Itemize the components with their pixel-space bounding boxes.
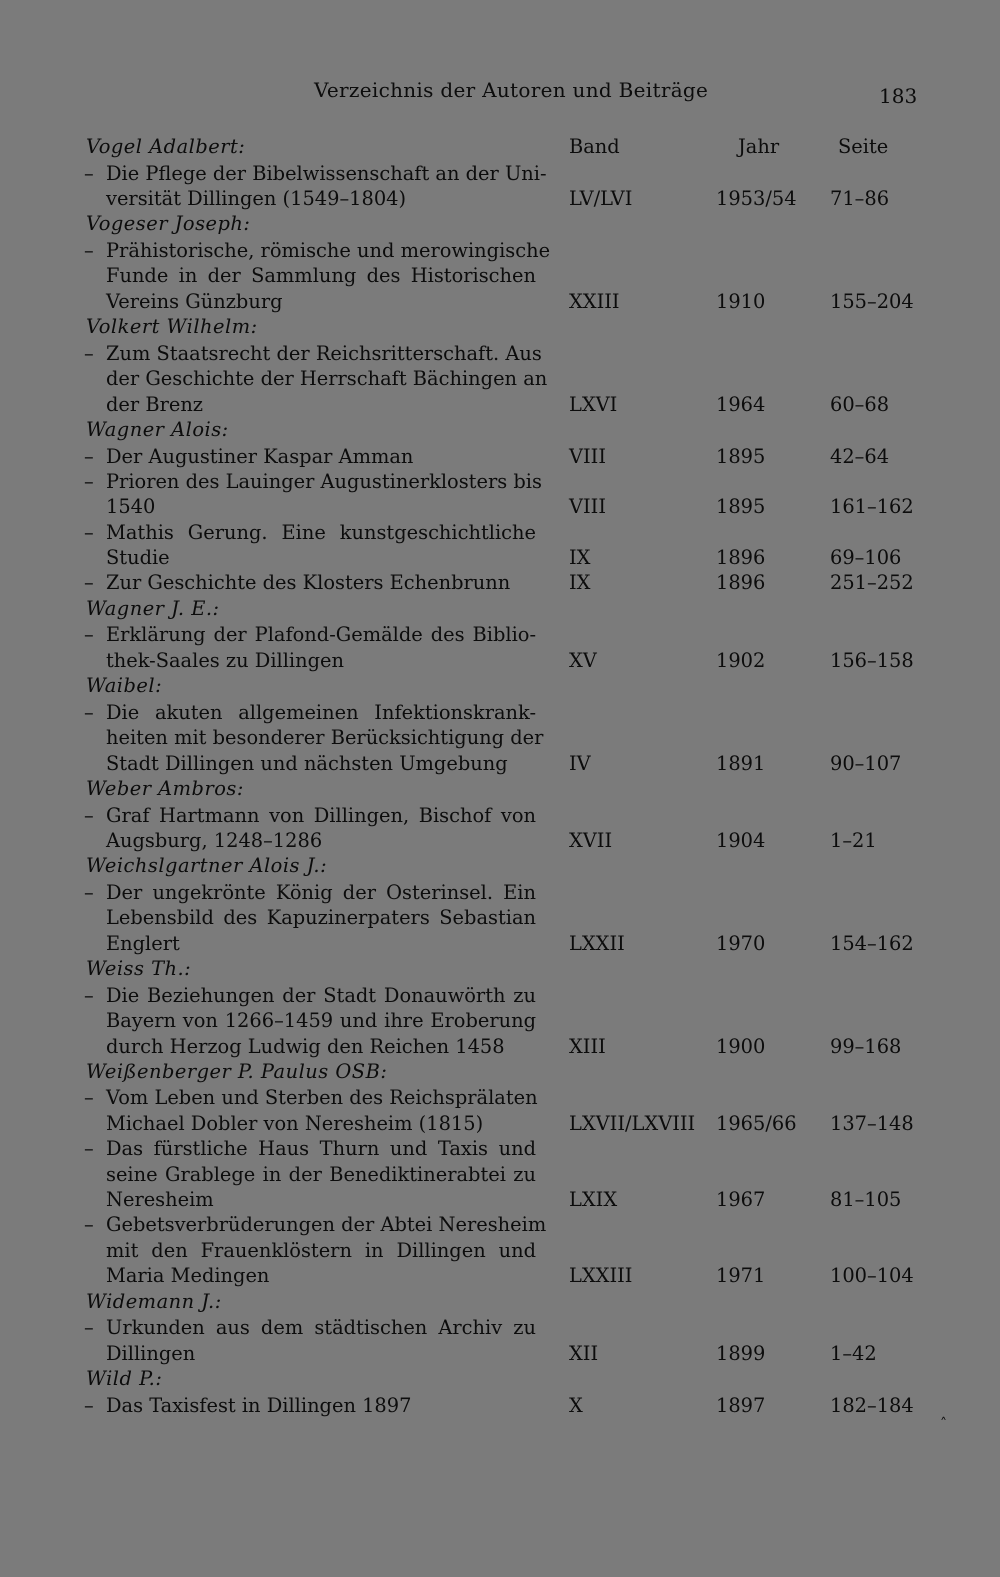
running-title: Verzeichnis der Autoren und Beiträge — [314, 78, 709, 102]
entry-line — [80, 238, 920, 263]
entry-title-line: der Geschichte der Herrschaft Bächingen an — [106, 367, 548, 391]
author-heading — [80, 956, 920, 983]
entry-jahr: 1896 — [716, 571, 766, 595]
author-block — [80, 853, 920, 956]
entry-jahr: 1970 — [716, 931, 766, 955]
entry-seite: 60–68 — [830, 392, 890, 416]
entry-dash: – — [84, 469, 94, 493]
entry-line — [80, 1085, 920, 1110]
entry-seite: 42–64 — [830, 444, 890, 468]
entry-seite: 99–168 — [830, 1034, 902, 1058]
entry-title-line: der Brenz — [106, 392, 204, 416]
entry-title-line: Lebensbild des Kapuzinerpaters Sebastian — [106, 906, 536, 930]
entry-seite: 154–162 — [830, 931, 914, 955]
entry-line — [80, 931, 920, 956]
entry-band: LXXIII — [569, 1264, 633, 1288]
entry-line — [80, 520, 920, 545]
entry-line — [80, 1187, 920, 1212]
entry-jahr: 1971 — [716, 1264, 766, 1288]
entry-seite: 161–162 — [830, 495, 914, 519]
entry-title-line: Mathis Gerung. Eine kunstgeschichtliche — [106, 520, 536, 544]
running-head — [0, 78, 1000, 108]
author-block — [80, 211, 920, 314]
entry-jahr: 1953/54 — [716, 186, 797, 210]
author-name: Weißenberger P. Paulus OSB: — [86, 1059, 388, 1083]
entry-title-line: Maria Medingen — [106, 1264, 270, 1288]
entry-dash: – — [84, 983, 94, 1007]
entry-line — [80, 1341, 920, 1366]
entry-seite: 155–204 — [830, 289, 914, 313]
entry-line — [80, 1034, 920, 1059]
entry-jahr: 1895 — [716, 444, 766, 468]
entry-title-line: thek-Saales zu Dillingen — [106, 648, 344, 672]
entry-line — [80, 1111, 920, 1136]
author-block — [80, 1059, 920, 1289]
entry-title-line: Vereins Günzburg — [106, 289, 283, 313]
entry-seite: 156–158 — [830, 648, 914, 672]
entry-seite: 1–42 — [830, 1341, 877, 1365]
entry-band: LXVI — [569, 392, 618, 416]
entry-title-line: Dillingen — [106, 1341, 196, 1365]
column-header-jahr: Jahr — [738, 135, 780, 158]
entry-seite: 100–104 — [830, 1264, 914, 1288]
entry-line — [80, 1315, 920, 1340]
entry-dash: – — [84, 1086, 94, 1110]
entry-seite: 81–105 — [830, 1188, 902, 1212]
entry-title-line: durch Herzog Ludwig den Reichen 1458 — [106, 1034, 505, 1058]
author-block — [80, 596, 920, 673]
entry-band: XIII — [569, 1034, 606, 1058]
entry-jahr: 1904 — [716, 828, 766, 852]
entry-line — [80, 545, 920, 570]
author-name: Weber Ambros: — [86, 776, 244, 800]
entry-title-line: Zur Geschichte des Klosters Echenbrunn — [106, 571, 511, 595]
entry-band: VIII — [569, 444, 606, 468]
entry-title-line: Funde in der Sammlung des Historischen — [106, 264, 536, 288]
entry-dash: – — [84, 341, 94, 365]
entry-band: XV — [569, 648, 597, 672]
author-name: Vogeser Joseph: — [86, 212, 251, 236]
author-heading — [80, 134, 920, 161]
entry-line — [80, 494, 920, 519]
entry-line — [80, 366, 920, 391]
entry-seite: 1–21 — [830, 828, 877, 852]
entry-jahr: 1897 — [716, 1393, 766, 1417]
entry-band: XII — [569, 1341, 599, 1365]
author-heading — [80, 776, 920, 803]
entry-title-line: Gebetsverbrüderungen der Abtei Neresheim — [106, 1213, 547, 1237]
author-name: Widemann J.: — [86, 1289, 222, 1313]
entry-title-line: Die akuten allgemeinen Infektionskrank- — [106, 700, 536, 724]
entry-band: IV — [569, 751, 591, 775]
entry-line — [80, 622, 920, 647]
entry-title-line: Englert — [106, 931, 180, 955]
entry-title-line: Die Beziehungen der Stadt Donauwörth zu — [106, 983, 536, 1007]
entry-seite: 137–148 — [830, 1111, 914, 1135]
entry-line — [80, 341, 920, 366]
entry-line — [80, 725, 920, 750]
entry-title-line: Erklärung der Plafond-Gemälde des Biblio- — [106, 623, 536, 647]
entry-line — [80, 1212, 920, 1237]
entry-band: XVII — [569, 828, 613, 852]
author-heading — [80, 314, 920, 341]
entry-title-line: Bayern von 1266–1459 und ihre Eroberung — [106, 1009, 536, 1033]
entry-line — [80, 1263, 920, 1288]
entry-dash: – — [84, 803, 94, 827]
entry-title-line: Das fürstliche Haus Thurn und Taxis und — [106, 1137, 536, 1161]
author-block — [80, 1366, 920, 1418]
entry-title-line: seine Grablege in der Benediktinerabtei zu — [106, 1162, 536, 1186]
entry-title-line: Stadt Dillingen und nächsten Umgebung — [106, 751, 508, 775]
entry-title-line: Neresheim — [106, 1188, 214, 1212]
entry-line — [80, 1238, 920, 1263]
entry-title-line: Studie — [106, 546, 170, 570]
author-name: Vogel Adalbert: — [86, 135, 246, 158]
author-name: Wagner Alois: — [86, 417, 229, 441]
author-heading — [80, 211, 920, 238]
entry-line — [80, 570, 920, 595]
author-index-list — [80, 134, 920, 1418]
entry-line — [80, 1393, 920, 1418]
author-block — [80, 776, 920, 853]
author-heading — [80, 596, 920, 623]
entry-line — [80, 1008, 920, 1033]
entry-line — [80, 289, 920, 314]
entry-line — [80, 161, 920, 186]
entry-dash: – — [84, 1137, 94, 1161]
entry-line — [80, 186, 920, 211]
entry-jahr: 1965/66 — [716, 1111, 797, 1135]
author-heading — [80, 853, 920, 880]
author-heading — [80, 417, 920, 444]
author-heading — [80, 673, 920, 700]
entry-title-line: mit den Frauenklöstern in Dillingen und — [106, 1238, 536, 1262]
entry-jahr: 1967 — [716, 1188, 766, 1212]
author-heading — [80, 1289, 920, 1316]
page-number: 183 — [879, 84, 918, 108]
entry-seite: 90–107 — [830, 751, 902, 775]
entry-dash: – — [84, 1213, 94, 1237]
entry-title-line: Das Taxisfest in Dillingen 1897 — [106, 1393, 412, 1417]
entry-jahr: 1895 — [716, 495, 766, 519]
entry-band: LV/LVI — [569, 186, 633, 210]
column-header-band: Band — [569, 135, 620, 158]
entry-jahr: 1896 — [716, 546, 766, 570]
entry-line — [80, 263, 920, 288]
entry-jahr: 1899 — [716, 1341, 766, 1365]
entry-dash: – — [84, 238, 94, 262]
entry-band: XXIII — [569, 289, 620, 313]
entry-title-line: Urkunden aus dem städtischen Archiv zu — [106, 1316, 536, 1340]
entry-jahr: 1964 — [716, 392, 766, 416]
entry-title-line: Die Pflege der Bibelwissenschaft an der Uni- — [106, 161, 547, 185]
entry-seite: 182–184 — [830, 1393, 914, 1417]
entry-dash: – — [84, 444, 94, 468]
author-name: Volkert Wilhelm: — [86, 315, 258, 339]
entry-line — [80, 1162, 920, 1187]
entry-line — [80, 648, 920, 673]
entry-dash: – — [84, 880, 94, 904]
entry-band: IX — [569, 546, 591, 570]
entry-line — [80, 983, 920, 1008]
author-name: Wagner J. E.: — [86, 596, 220, 620]
author-heading — [80, 1366, 920, 1393]
author-name: Weichslgartner Alois J.: — [86, 854, 328, 878]
entry-dash: – — [84, 700, 94, 724]
entry-line — [80, 392, 920, 417]
entry-line — [80, 469, 920, 494]
entry-title-line: 1540 — [106, 495, 156, 519]
author-block — [80, 314, 920, 417]
entry-line — [80, 700, 920, 725]
entry-jahr: 1910 — [716, 289, 766, 313]
author-name: Waibel: — [86, 674, 163, 698]
entry-title-line: Zum Staatsrecht der Reichsritterschaft. Aus — [106, 341, 542, 365]
entry-seite: 69–106 — [830, 546, 902, 570]
entry-jahr: 1900 — [716, 1034, 766, 1058]
column-header-seite: Seite — [838, 135, 889, 158]
entry-dash: – — [84, 161, 94, 185]
entry-seite: 71–86 — [830, 186, 890, 210]
entry-dash: – — [84, 520, 94, 544]
entry-band: LXIX — [569, 1188, 618, 1212]
entry-title-line: Prioren des Lauinger Augustinerklosters bis — [106, 469, 542, 493]
author-block — [80, 417, 920, 596]
entry-dash: – — [84, 1316, 94, 1340]
entry-title-line: heiten mit besonderer Berücksichtigung der — [106, 726, 544, 750]
entry-line — [80, 1136, 920, 1161]
entry-line — [80, 828, 920, 853]
entry-title-line: Michael Dobler von Neresheim (1815) — [106, 1111, 484, 1135]
author-block — [80, 956, 920, 1059]
entry-title-line: Vom Leben und Sterben des Reichsprälaten — [106, 1086, 538, 1110]
entry-jahr: 1902 — [716, 648, 766, 672]
author-name: Wild P.: — [86, 1366, 163, 1390]
entry-title-line: Augsburg, 1248–1286 — [106, 828, 323, 852]
author-heading — [80, 1059, 920, 1086]
entry-dash: – — [84, 623, 94, 647]
margin-mark: ˰ — [940, 1404, 947, 1420]
entry-title-line: Der Augustiner Kaspar Amman — [106, 444, 414, 468]
entry-jahr: 1891 — [716, 751, 766, 775]
author-block — [80, 1289, 920, 1366]
entry-dash: – — [84, 571, 94, 595]
entry-line — [80, 444, 920, 469]
entry-band: LXVII/LXVIII — [569, 1111, 696, 1135]
author-block — [80, 134, 920, 211]
entry-title-line: Prähistorische, römische und merowingische — [106, 238, 551, 262]
entry-dash: – — [84, 1393, 94, 1417]
entry-line — [80, 905, 920, 930]
entry-title-line: versität Dillingen (1549–1804) — [106, 186, 407, 210]
entry-band: X — [569, 1393, 583, 1417]
entry-band: VIII — [569, 495, 606, 519]
entry-line — [80, 751, 920, 776]
author-block — [80, 673, 920, 776]
entry-line — [80, 880, 920, 905]
entry-band: IX — [569, 571, 591, 595]
entry-title-line: Graf Hartmann von Dillingen, Bischof von — [106, 803, 536, 827]
entry-title-line: Der ungekrönte König der Osterinsel. Ein — [106, 880, 536, 904]
entry-band: LXXII — [569, 931, 625, 955]
author-name: Weiss Th.: — [86, 957, 192, 981]
entry-line — [80, 803, 920, 828]
entry-seite: 251–252 — [830, 571, 914, 595]
